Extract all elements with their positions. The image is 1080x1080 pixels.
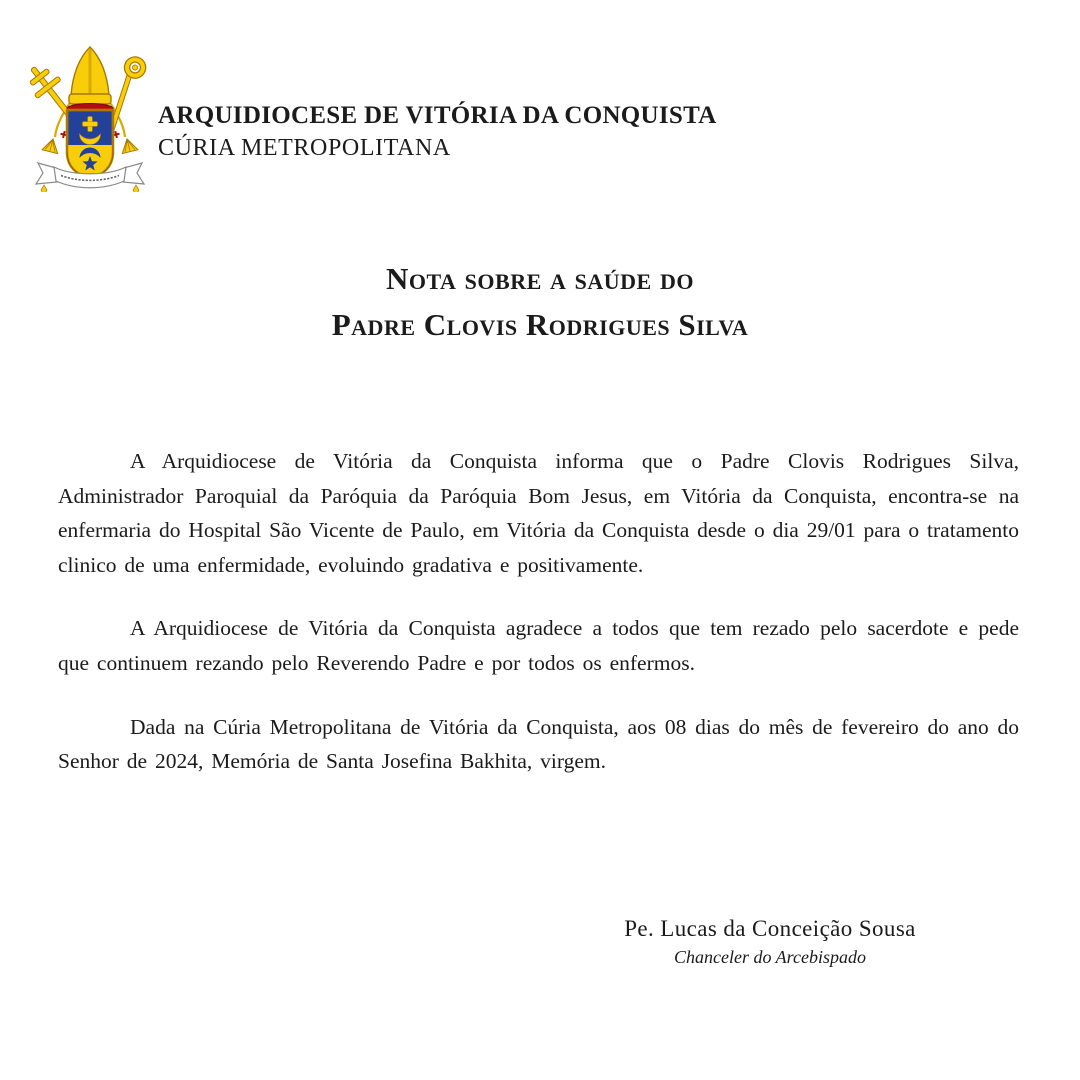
- signature-block: [520, 916, 1020, 968]
- mitre-icon: [69, 47, 111, 104]
- body-paragraph: A Arquidiocese de Vitória da Conquista agradece a todos que tem rezado pelo sacerdote e pede que continuem rezando pelo Reverendo Padre e por todos os enfermos.: [58, 616, 1019, 675]
- archdiocese-coat-of-arms-icon: [28, 42, 152, 192]
- document-title: [0, 256, 1080, 348]
- signer-name: Pe. Lucas da Conceição Sousa: [624, 916, 916, 941]
- signer-role: Chanceler do Arcebispado: [674, 947, 866, 967]
- body-paragraph: A Arquidiocese de Vitória da Conquista informa que o Padre Clovis Rodrigues Silva, Administrador Paroquial da Paróquia da Paróquia Bom Jesus, em Vitória da Conquista, encontra-se na enfermaria do Hospital São Vicente de Paulo, em Vitória da Conquista desde o dia 29/01 para o tratamento clinico de uma enfermidade, evoluindo gradativa e positivamente.: [58, 449, 1019, 577]
- shield-icon: [65, 108, 115, 180]
- document-title-line1: Nota sobre a saúde do: [386, 261, 694, 296]
- letterhead: [158, 102, 717, 162]
- body-paragraph: Dada na Cúria Metropolitana de Vitória da Conquista, aos 08 dias do mês de fevereiro do ano do Senhor de 2024, Memória de Santa Josefina Bakhita, virgem.: [58, 714, 1019, 774]
- org-name: ARQUIDIOCESE DE VITÓRIA DA CONQUISTA: [158, 102, 717, 129]
- org-unit: CÚRIA METROPOLITANA: [158, 135, 451, 161]
- document-title-line2: Padre Clovis Rodrigues Silva: [331, 307, 749, 342]
- document-body: [58, 444, 1019, 808]
